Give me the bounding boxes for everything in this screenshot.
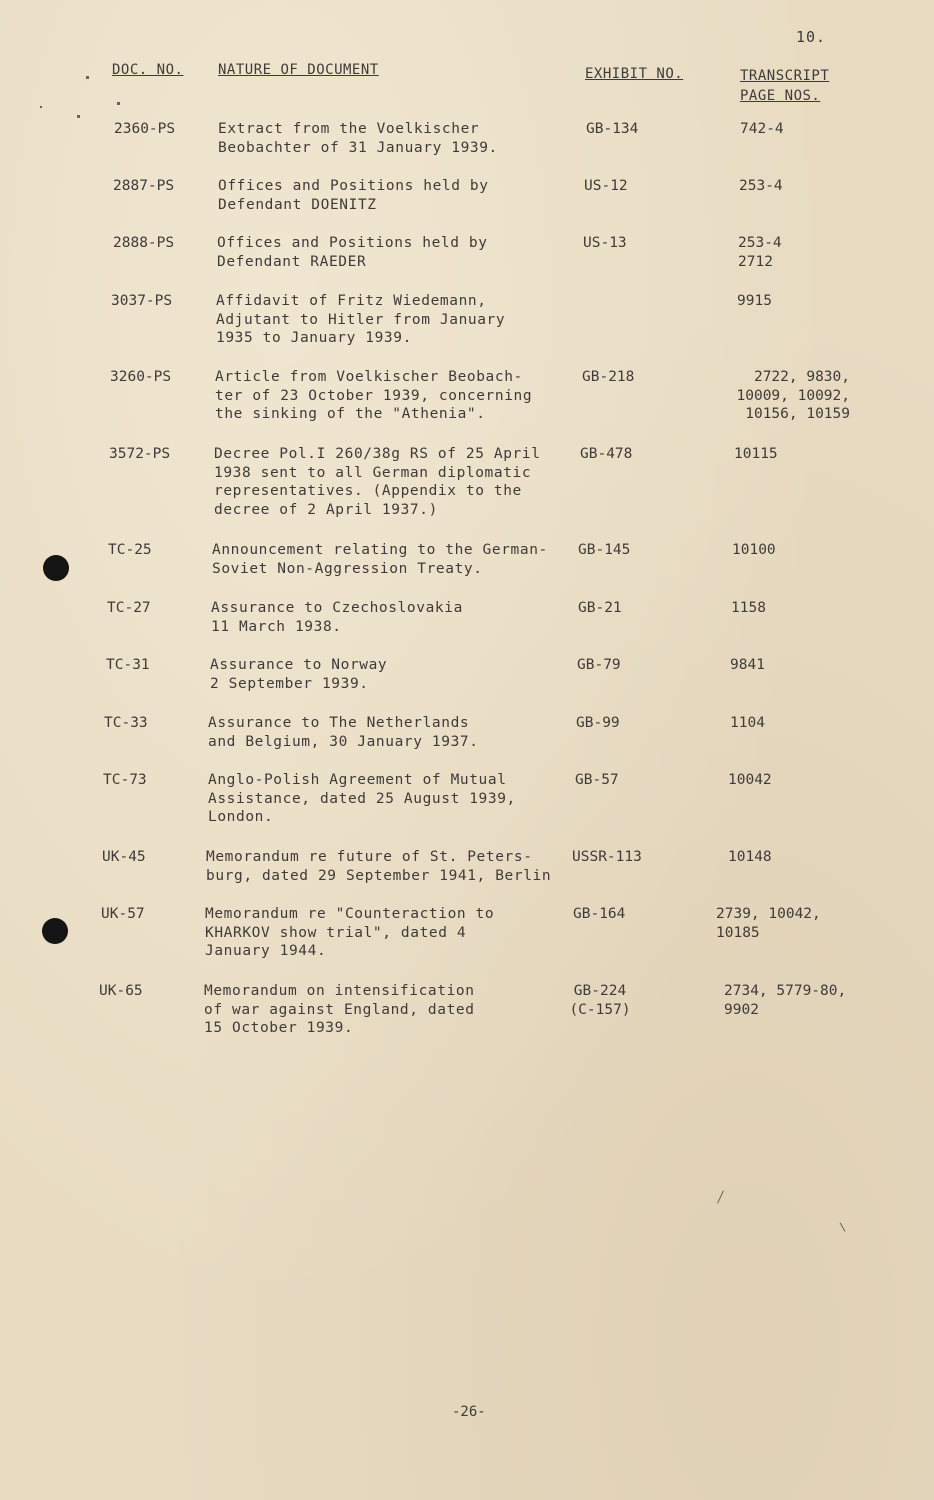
doc-no-cell: TC-73 (103, 772, 147, 788)
nature-cell: Memorandum re "Counteraction to KHARKOV show trial", dated 4 January 1944. (205, 906, 495, 959)
nature-cell: Article from Voelkischer Beobach- ter of 23 October 1939, concerning the sinking of the "Athenia". (215, 369, 533, 422)
pages-cell: 1158 (731, 600, 766, 616)
doc-no-cell: TC-31 (106, 657, 150, 673)
nature-cell: Announcement relating to the German- Soviet Non-Aggression Treaty. (212, 542, 548, 577)
doc-no-cell: UK-57 (101, 906, 145, 922)
pages-cell: 9915 (737, 293, 772, 309)
nature-cell: Assurance to Czechoslovakia 11 March 1938. (211, 600, 463, 635)
doc-no-cell: TC-33 (104, 715, 148, 731)
exhibit-cell: US-13 (583, 235, 627, 251)
doc-no-cell: UK-45 (102, 849, 146, 865)
pages-cell: 10042 (728, 772, 772, 788)
doc-no-cell: 3037-PS (111, 293, 173, 309)
nature-cell: Offices and Positions held by Defendant RAEDER (217, 235, 488, 270)
speck (40, 106, 42, 108)
exhibit-cell: GB-478 (580, 446, 633, 462)
nature-cell: Memorandum on intensification of war against England, dated 15 October 1939. (204, 983, 475, 1036)
speck (77, 115, 80, 118)
page-number: 10. (796, 28, 827, 46)
pages-cell: 742-4 (740, 121, 784, 137)
doc-no-cell: UK-65 (99, 983, 143, 999)
pages-cell: 2734, 5779-80, 9902 (724, 983, 847, 1018)
pages-cell: 253-4 2712 (738, 235, 782, 270)
pages-cell: 10148 (728, 849, 772, 865)
header-nature-of-document: NATURE OF DOCUMENT (218, 62, 379, 78)
binder-hole (42, 918, 68, 944)
speck (117, 102, 120, 105)
exhibit-cell: USSR-113 (572, 849, 642, 865)
pages-cell: 9841 (730, 657, 765, 673)
pages-cell: 2722, 9830, 10009, 10092, 10156, 10159 (736, 369, 850, 422)
doc-no-cell: TC-25 (108, 542, 152, 558)
binder-hole (43, 555, 69, 581)
pages-cell: 2739, 10042, 10185 (716, 906, 821, 941)
nature-cell: Anglo-Polish Agreement of Mutual Assistance, dated 25 August 1939, London. (208, 772, 516, 825)
pages-cell: 253-4 (739, 178, 783, 194)
exhibit-cell: GB-99 (576, 715, 620, 731)
doc-no-cell: 2888-PS (113, 235, 175, 251)
nature-cell: Assurance to The Netherlands and Belgium, 30 January 1937. (208, 715, 479, 750)
nature-cell: Affidavit of Fritz Wiedemann, Adjutant to Hitler from January 1935 to January 1939. (216, 293, 506, 346)
nature-cell: Memorandum re future of St. Peters- burg, dated 29 September 1941, Berlin (206, 849, 552, 884)
header-doc-no: DOC. NO. (112, 62, 184, 78)
exhibit-cell: GB-145 (578, 542, 631, 558)
doc-no-cell: 3572-PS (109, 446, 171, 462)
doc-no-cell: 2360-PS (114, 121, 176, 137)
doc-no-cell: 3260-PS (110, 369, 172, 385)
pages-cell: 10115 (734, 446, 778, 462)
doc-no-cell: TC-27 (107, 600, 151, 616)
pages-cell: 1104 (730, 715, 765, 731)
exhibit-cell: GB-164 (573, 906, 626, 922)
nature-cell: Offices and Positions held by Defendant DOENITZ (218, 178, 489, 213)
exhibit-cell: GB-57 (575, 772, 619, 788)
nature-cell: Assurance to Norway 2 September 1939. (210, 657, 388, 692)
exhibit-cell: GB-79 (577, 657, 621, 673)
exhibit-cell: GB-218 (582, 369, 635, 385)
speck (86, 76, 89, 79)
page-footer-number: -26- (452, 1404, 486, 1420)
exhibit-cell: US-12 (584, 178, 628, 194)
header-transcript-page-nos: TRANSCRIPT PAGE NOS. (740, 68, 830, 104)
pages-cell: 10100 (732, 542, 776, 558)
header-exhibit-no: EXHIBIT NO. (585, 66, 684, 82)
exhibit-cell: GB-224 (C-157) (569, 983, 631, 1018)
exhibit-cell: GB-21 (578, 600, 622, 616)
exhibit-cell: GB-134 (586, 121, 639, 137)
nature-cell: Decree Pol.I 260/38g RS of 25 April 1938 sent to all German diplomatic representatives. (Appendix to the decree of 2 April 1937.) (214, 446, 541, 518)
nature-cell: Extract from the Voelkischer Beobachter of 31 January 1939. (218, 121, 498, 156)
doc-no-cell: 2887-PS (113, 178, 175, 194)
